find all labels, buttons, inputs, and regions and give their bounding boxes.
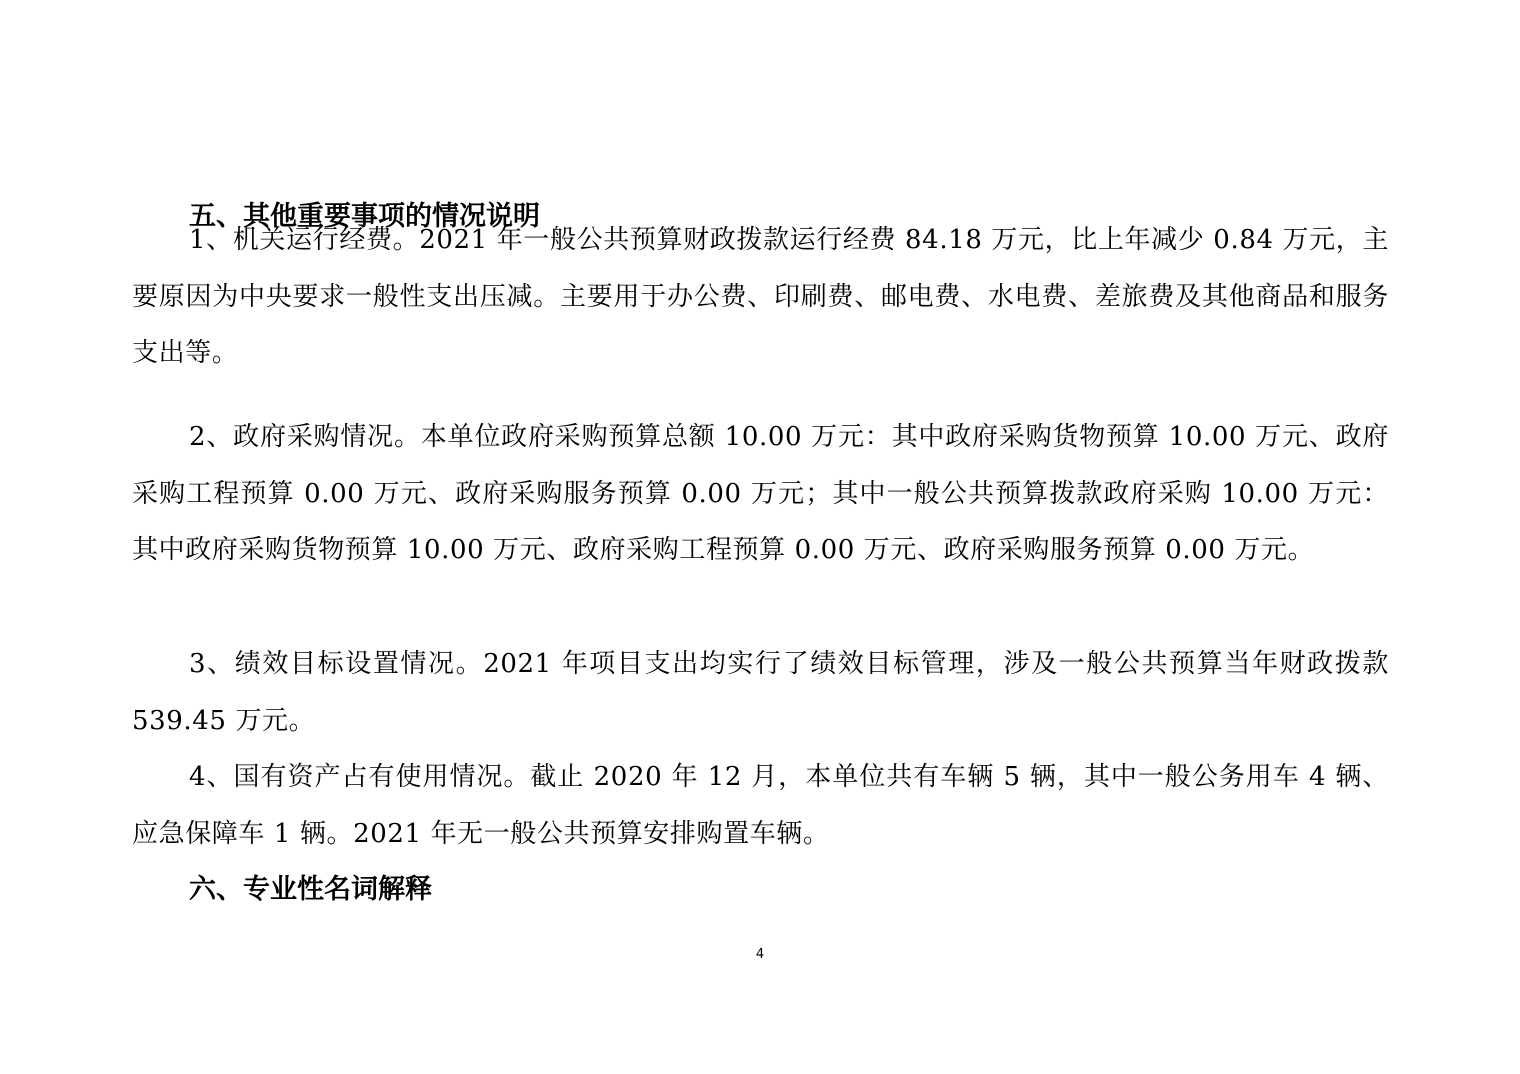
section-heading-six: 六、专业性名词解释 [189, 874, 432, 905]
section-heading-five: 五、其他重要事项的情况说明 [189, 201, 540, 232]
paragraph-government-procurement: 2、政府采购情况。本单位政府采购预算总额 10.00 万元：其中政府采购货物预算 10.00 万元、政府采购工程预算 0.00 万元、政府采购服务预算 0.00 万元；其中一般公共预算拨款政府采购 10.00 万元：其中政府采购货物预算 10.00 万元、政府采购工程预算 0.00 万元、政府采购服务预算 0.00 万元。 [132, 422, 1389, 566]
paragraph-operating-expenses: 1、机关运行经费。2021 年一般公共预算财政拨款运行经费 84.18 万元，比上年减少 0.84 万元，主要原因为中央要求一般性支出压减。主要用于办公费、印刷费、邮电费、水电费、差旅费及其他商品和服务支出等。 [132, 225, 1389, 369]
paragraph-performance-targets: 3、绩效目标设置情况。2021 年项目支出均实行了绩效目标管理，涉及一般公共预算当年财政拨款 539.45 万元。 [132, 649, 1389, 736]
paragraph-state-assets: 4、国有资产占有使用情况。截止 2020 年 12 月，本单位共有车辆 5 辆，其中一般公务用车 4 辆、应急保障车 1 辆。2021 年无一般公共预算安排购置车辆。 [132, 762, 1389, 849]
page-number: 4 [755, 947, 765, 962]
